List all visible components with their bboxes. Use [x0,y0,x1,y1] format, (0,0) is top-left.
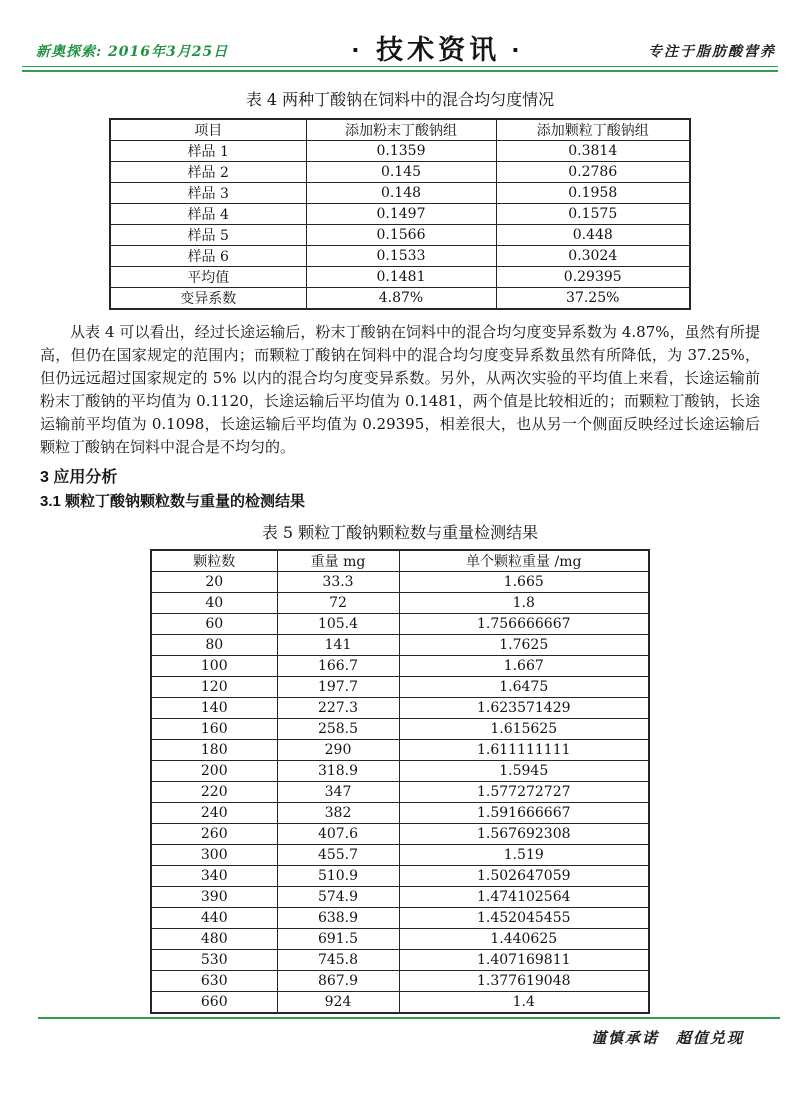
table-cell: 0.148 [306,183,496,204]
table-cell: 0.1359 [306,141,496,162]
table-cell: 1.452045455 [399,908,649,929]
table-cell: 0.1566 [306,225,496,246]
table-row [151,950,649,971]
table-cell: 1.665 [399,572,649,593]
footer-slogan-script: 谨慎承诺 超值兑现 [590,1029,744,1047]
table-cell: 382 [277,803,399,824]
table-cell: 33.3 [277,572,399,593]
table5-title: 表 5 颗粒丁酸钠颗粒数与重量检测结果 [261,523,539,542]
table-row [151,866,649,887]
table-cell: 1.756666667 [399,614,649,635]
table-cell: 100 [151,656,277,677]
table-cell: 200 [151,761,277,782]
table4-title: 表 4 两种丁酸钠在饲料中的混合均匀度情况 [245,90,555,109]
table4-header-cell: 添加粉末丁酸钠组 [306,119,496,141]
table-cell: 480 [151,929,277,950]
table-cell: 0.448 [496,225,690,246]
table-row [110,183,690,204]
table-cell: 变异系数 [110,288,306,310]
table-cell: 258.5 [277,719,399,740]
table-cell: 平均值 [110,267,306,288]
table4 [109,118,691,310]
table-cell: 340 [151,866,277,887]
table-cell: 141 [277,635,399,656]
table-row [110,162,690,183]
table-row [151,992,649,1014]
table-cell: 691.5 [277,929,399,950]
table-row [151,698,649,719]
table-cell: 1.407169811 [399,950,649,971]
table-row [151,845,649,866]
table-cell: 0.1575 [496,204,690,225]
table-cell: 240 [151,803,277,824]
table-cell: 1.567692308 [399,824,649,845]
table-cell: 1.615625 [399,719,649,740]
table-cell: 样品 2 [110,162,306,183]
table5-header-cell: 单个颗粒重量 /mg [399,550,649,572]
table-row [151,614,649,635]
table-cell: 0.3024 [496,246,690,267]
table-cell: 60 [151,614,277,635]
table-cell: 1.4 [399,992,649,1014]
header-divider-line [22,66,778,72]
section-heading: 3 应用分析 [40,469,118,486]
table-cell: 样品 6 [110,246,306,267]
table-cell: 样品 3 [110,183,306,204]
table5 [150,549,650,1014]
table-cell: 1.377619048 [399,971,649,992]
table-cell: 0.1481 [306,267,496,288]
table-cell: 0.2786 [496,162,690,183]
table-cell: 1.5945 [399,761,649,782]
table-cell: 37.25% [496,288,690,310]
header-slogan-script: 专注于脂肪酸营养 [647,44,776,60]
page-title: · 技术资讯 · [351,35,525,65]
table-cell: 530 [151,950,277,971]
table-cell: 867.9 [277,971,399,992]
table-cell: 40 [151,593,277,614]
table-row [110,204,690,225]
table5-header-cell: 颗粒数 [151,550,277,572]
table-cell: 745.8 [277,950,399,971]
table-cell: 105.4 [277,614,399,635]
table-cell: 347 [277,782,399,803]
table-cell: 0.1497 [306,204,496,225]
table-cell: 0.3814 [496,141,690,162]
table-row [151,824,649,845]
table-cell: 227.3 [277,698,399,719]
table-cell: 80 [151,635,277,656]
table-cell: 318.9 [277,761,399,782]
table-cell: 160 [151,719,277,740]
table-cell: 180 [151,740,277,761]
table-cell: 1.502647059 [399,866,649,887]
subsection-heading: 3.1 颗粒丁酸钠颗粒数与重量的检测结果 [40,493,306,510]
table-cell: 1.474102564 [399,887,649,908]
table-cell: 4.87% [306,288,496,310]
table-cell: 0.1958 [496,183,690,204]
table-row [110,246,690,267]
footer-divider-line [38,1017,780,1019]
table-row [151,740,649,761]
table-cell: 0.1533 [306,246,496,267]
table-row [151,719,649,740]
table-cell: 120 [151,677,277,698]
table-row [110,225,690,246]
table-row [151,971,649,992]
table-cell: 440 [151,908,277,929]
table-cell: 300 [151,845,277,866]
table-cell: 0.29395 [496,267,690,288]
table-cell: 660 [151,992,277,1014]
table5-header-row [151,550,649,572]
table-cell: 样品 1 [110,141,306,162]
table-cell: 390 [151,887,277,908]
table-row [110,267,690,288]
table-cell: 1.6475 [399,677,649,698]
table-row [151,761,649,782]
table5-header-cell: 重量 mg [277,550,399,572]
table-cell: 455.7 [277,845,399,866]
table-cell: 510.9 [277,866,399,887]
table-cell: 1.8 [399,593,649,614]
table-row [151,887,649,908]
table-cell: 0.145 [306,162,496,183]
table-cell: 1.591666667 [399,803,649,824]
table-cell: 407.6 [277,824,399,845]
table-row [151,908,649,929]
table4-header-cell: 添加颗粒丁酸钠组 [496,119,690,141]
table-row [151,635,649,656]
table-cell: 630 [151,971,277,992]
table-cell: 1.440625 [399,929,649,950]
table-cell: 574.9 [277,887,399,908]
table4-header-cell: 项目 [110,119,306,141]
table-cell: 638.9 [277,908,399,929]
table-row [151,656,649,677]
table-cell: 166.7 [277,656,399,677]
table-cell: 197.7 [277,677,399,698]
table-cell: 1.623571429 [399,698,649,719]
table-cell: 140 [151,698,277,719]
table-cell: 1.611111111 [399,740,649,761]
table-cell: 924 [277,992,399,1014]
page-header [0,0,800,63]
table-cell: 样品 5 [110,225,306,246]
table-row [110,141,690,162]
table-row [151,803,649,824]
table-row [151,572,649,593]
table-cell: 260 [151,824,277,845]
table-row [110,288,690,310]
table-cell: 1.519 [399,845,649,866]
table-cell: 1.577272727 [399,782,649,803]
table-cell: 1.667 [399,656,649,677]
table-cell: 20 [151,572,277,593]
analysis-paragraph: 从表 4 可以看出，经过长途运输后，粉末丁酸钠在饲料中的混合均匀度变异系数为 4.87%，虽然有所提高，但仍在国家规定的范围内；而颗粒丁酸钠在饲料中的混合均匀度变异系数虽然有所降低，为 37.25%，但仍远远超过国家规定的 5% 以内的混合均匀度变异系数。另外，从两次实验的平均值上来看，长途运输前粉末丁酸钠的平均值为 0.1120，长途运输后平均值为 0.1481，两个值是比较相近的；而颗粒丁酸钠，长途运输前平均值为 0.1098，长途运输后平均值为 0.29395，相差很大，也从另一个侧面反映经过长途运输后颗粒丁酸钠在饲料中混合是不均匀的。 [40,323,760,456]
table-cell: 1.7625 [399,635,649,656]
table4-header-row [110,119,690,141]
table-cell: 72 [277,593,399,614]
table-cell: 290 [277,740,399,761]
table-cell: 220 [151,782,277,803]
header-date-script: 新奥探索: 2016年3月25日 [36,44,229,60]
table-row [151,593,649,614]
table-row [151,782,649,803]
table-cell: 样品 4 [110,204,306,225]
table-row [151,677,649,698]
table-row [151,929,649,950]
